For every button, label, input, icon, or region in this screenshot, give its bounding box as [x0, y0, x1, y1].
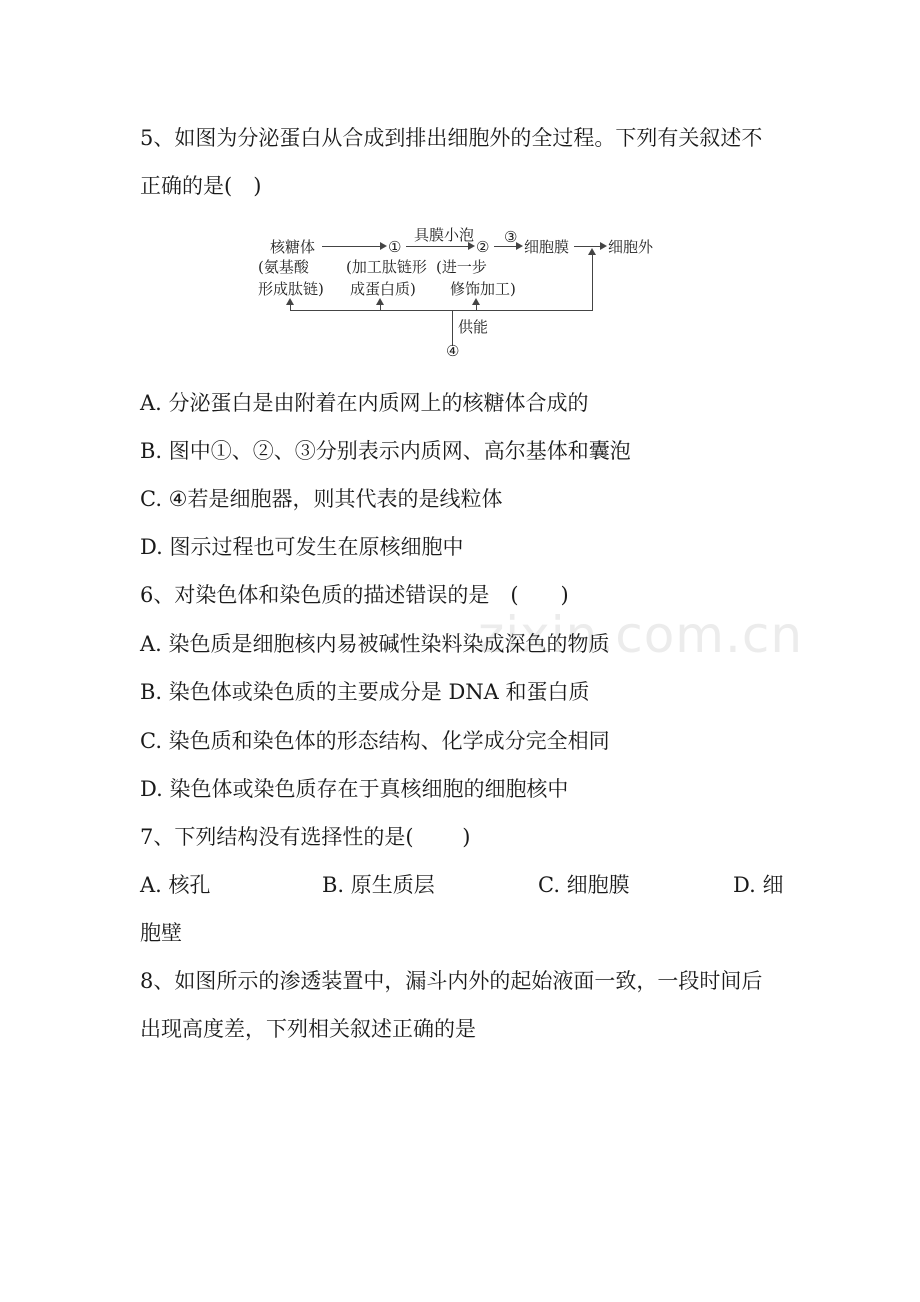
diagram-node1-note2: 成蛋白质): [350, 280, 416, 298]
diagram-node1: ①: [388, 238, 402, 256]
diagram-node1-note1: (加工肽链形: [346, 258, 427, 276]
q5-stem-line2: 正确的是( ): [140, 174, 262, 198]
diagram-node3: ③: [504, 228, 518, 246]
q6-option-a: A. 染色质是细胞核内易被碱性染料染成深色的物质: [140, 632, 610, 656]
arrowhead-2: [468, 242, 475, 250]
q7-option-b: B. 原生质层: [322, 873, 435, 897]
diagram-ribosome-note2: 形成肽链): [258, 280, 324, 298]
q5-option-d: D. 图示过程也可发生在原核细胞中: [140, 535, 464, 559]
arrow-node1-to-node2: [406, 246, 470, 247]
arrowhead-up-4: [588, 248, 596, 255]
watermark: zixin.com.cn: [478, 606, 804, 664]
arrow-ribosome-to-node1: [322, 246, 382, 247]
q6-stem: 6、对染色体和染色质的描述错误的是 ( ): [140, 583, 569, 607]
diagram-node2: ②: [476, 238, 490, 256]
arrowhead-4: [600, 242, 607, 250]
diagram-ribosome-note1: (氨基酸: [258, 258, 309, 276]
diagram-node4: ④: [446, 342, 460, 360]
arrowhead-up-3: [472, 298, 480, 305]
q5-option-c: C. ④若是细胞器，则其代表的是线粒体: [140, 487, 503, 511]
energy-supply-line: [290, 310, 592, 311]
diagram-energy-label: 供能: [458, 318, 489, 336]
q7-stem: 7、下列结构没有选择性的是( ): [140, 825, 471, 849]
q5-option-b: B. 图中①、②、③分别表示内质网、高尔基体和囊泡: [140, 439, 631, 463]
q6-option-c: C. 染色质和染色体的形态结构、化学成分完全相同: [140, 729, 610, 753]
q5-stem-line1: 5、如图为分泌蛋白从合成到排出细胞外的全过程。下列有关叙述不: [140, 126, 763, 150]
diagram-node2-note2: 修饰加工): [450, 280, 516, 298]
arrowhead-up-2: [376, 298, 384, 305]
diagram-ribosome: 核糖体: [270, 238, 316, 256]
diagram-node2-note1: (进一步: [436, 258, 487, 276]
q7-option-d-wrap: 胞壁: [140, 921, 182, 945]
arrowhead-up-1: [286, 298, 294, 305]
q7-option-a: A. 核孔: [140, 873, 211, 897]
diagram-cell-membrane: 细胞膜: [524, 238, 570, 256]
q8-stem-line2: 出现高度差，下列相关叙述正确的是: [140, 1017, 476, 1041]
secretion-pathway-diagram: [240, 224, 710, 364]
q6-option-d: D. 染色体或染色质存在于真核细胞的细胞核中: [140, 777, 569, 801]
q5-option-a: A. 分泌蛋白是由附着在内质网上的核糖体合成的: [140, 391, 589, 415]
energy-to-membrane: [592, 252, 593, 311]
energy-source-line: [452, 310, 453, 346]
q7-option-c: C. 细胞膜: [538, 873, 630, 897]
arrow-membrane-to-outside: [574, 246, 602, 247]
q8-stem-line1: 8、如图所示的渗透装置中，漏斗内外的起始液面一致，一段时间后: [140, 969, 763, 993]
diagram-outside: 细胞外: [608, 238, 654, 256]
arrowhead-3: [516, 242, 523, 250]
q6-option-b: B. 染色体或染色质的主要成分是 DNA 和蛋白质: [140, 680, 590, 704]
q7-option-d: D. 细: [733, 873, 784, 897]
arrowhead-1: [380, 242, 387, 250]
diagram-vesicle-label: 具膜小泡: [414, 226, 475, 244]
arrow-node2-to-membrane: [494, 246, 518, 247]
